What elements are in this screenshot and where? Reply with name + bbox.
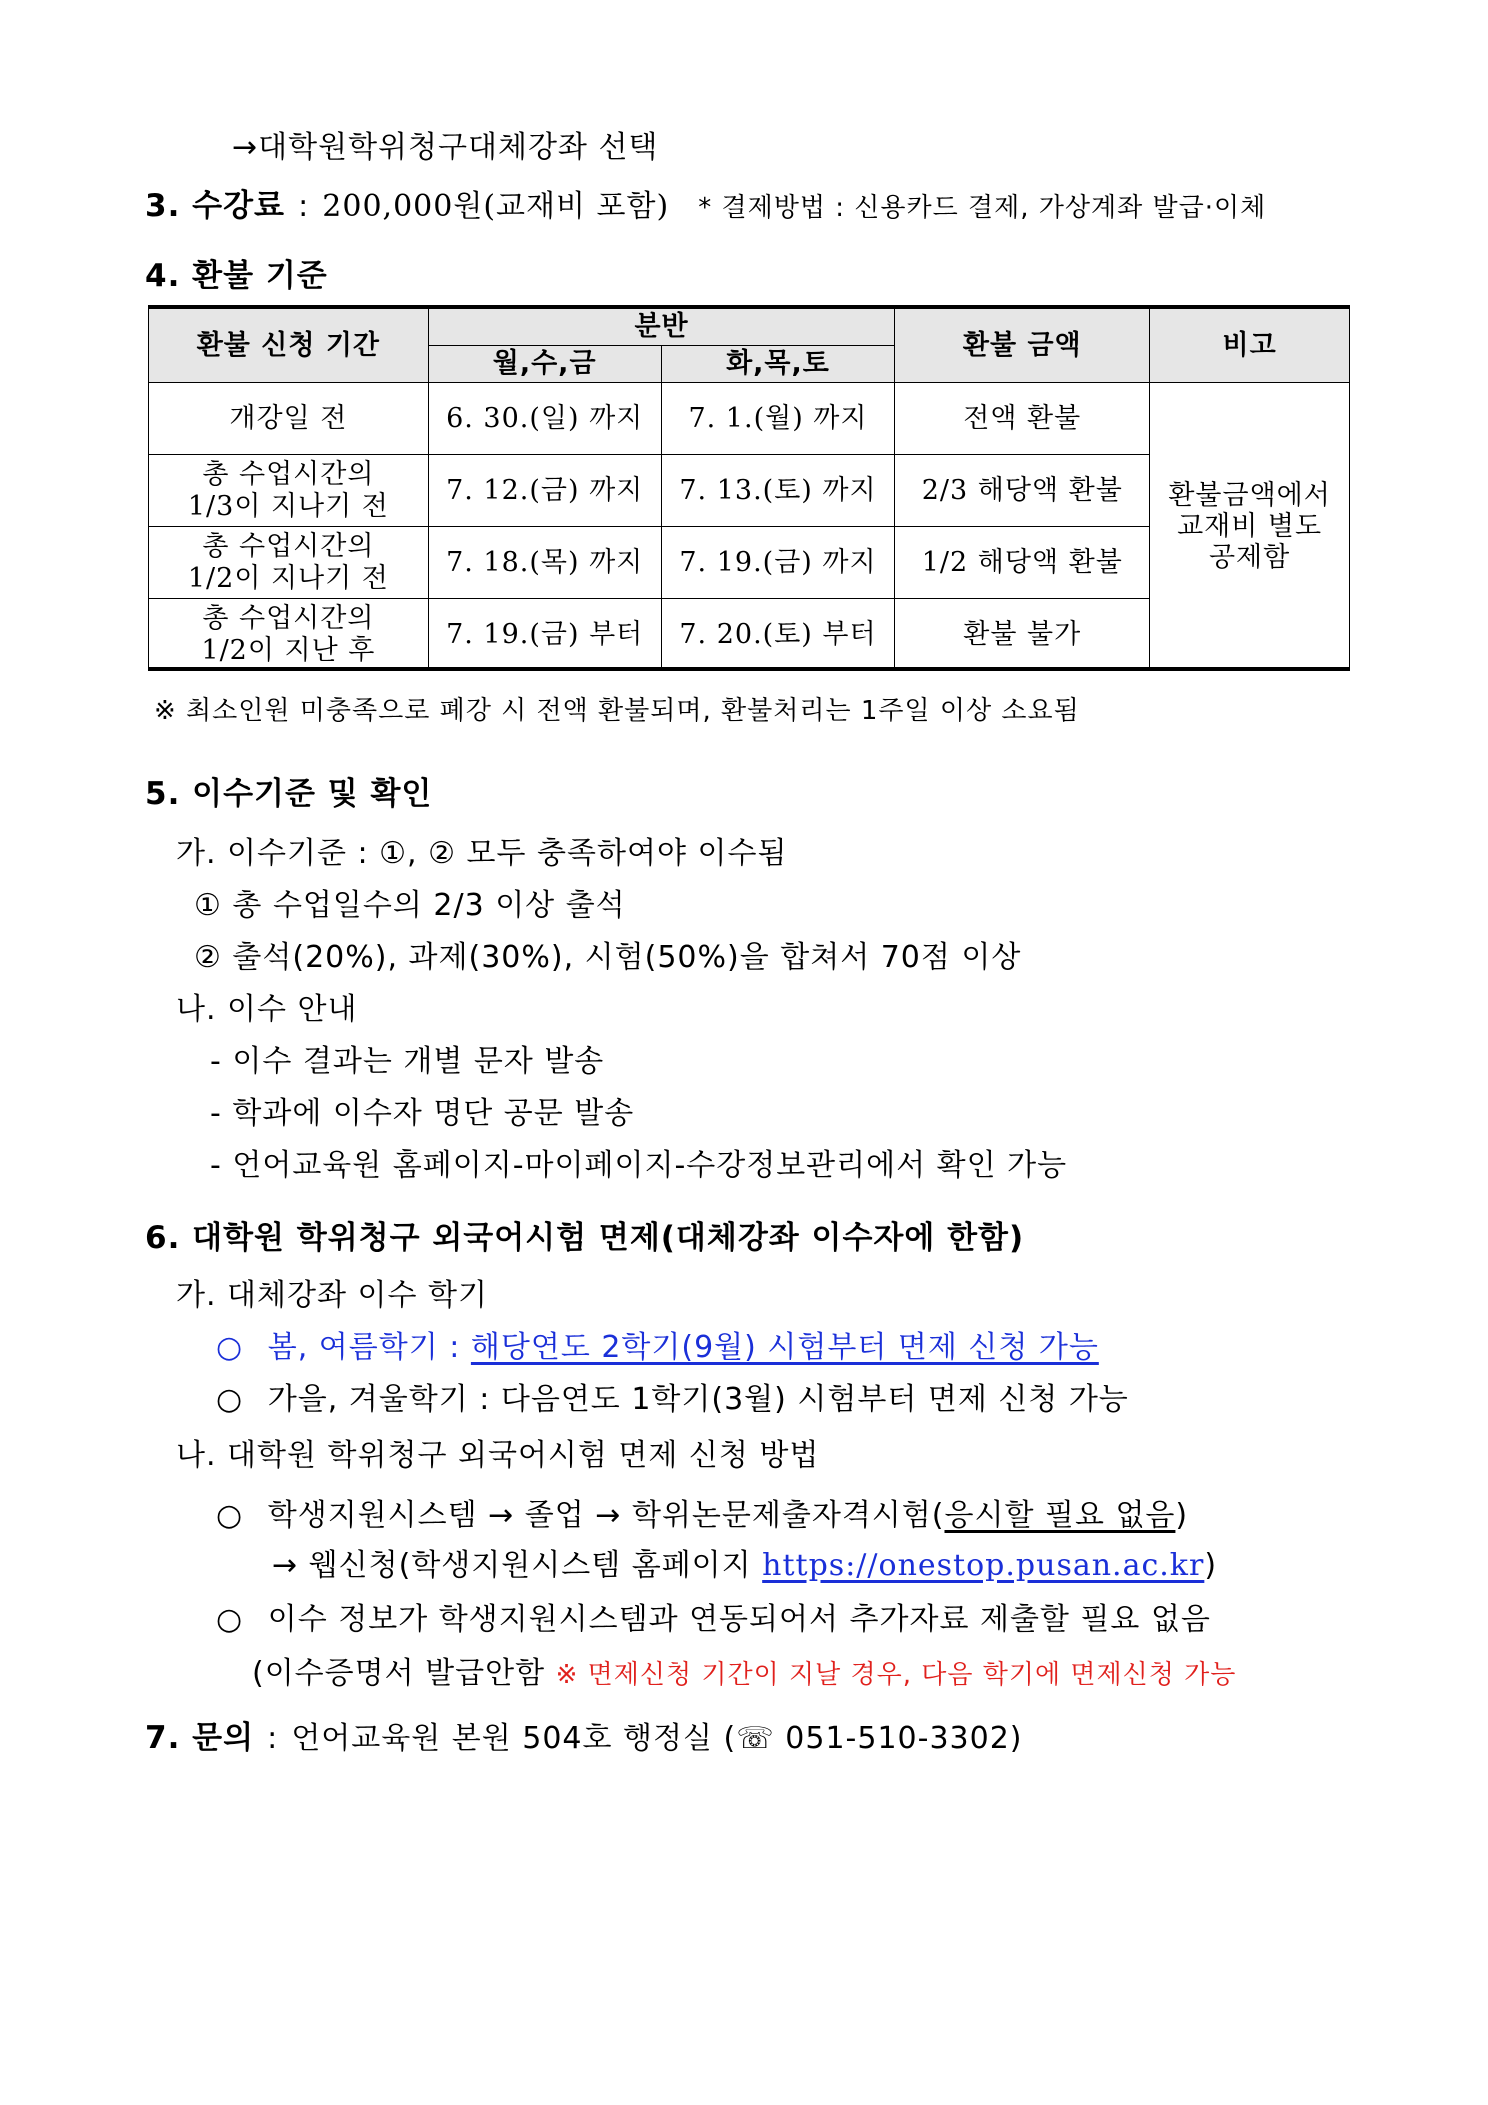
- bullet-icon: ○: [216, 1498, 244, 1533]
- mwf-cell: 6. 30.(일) 까지: [428, 383, 661, 455]
- bullet-icon: ○: [216, 1382, 244, 1417]
- section-4-title: 4. 환불 기준: [145, 258, 328, 294]
- method-line-2: [272, 1540, 1217, 1584]
- completion-criteria: 가. 이수기준 : ①, ② 모두 충족하여야 이수됨: [176, 836, 788, 871]
- header-mwf: 월,수,금: [428, 346, 661, 383]
- amount-cell: 1/2 해당액 환불: [895, 527, 1150, 599]
- refund-footnote: ※ 최소인원 미충족으로 폐강 시 전액 환불되며, 환불처리는 1주일 이상 소요됨: [154, 696, 1080, 726]
- period-cell: [149, 455, 429, 527]
- web-apply-text: → 웹신청(학생지원시스템 홈페이지: [272, 1548, 763, 1583]
- section-3-title: 3. 수강료: [145, 188, 285, 224]
- bullet-icon: ○: [216, 1602, 244, 1637]
- spring-summer-detail: 해당연도 2학기(9월) 시험부터 면제 신청 가능: [470, 1330, 1099, 1365]
- period-text: 총 수업시간의: [202, 531, 375, 563]
- criteria-1: ① 총 수업일수의 2/3 이상 출석: [194, 888, 626, 923]
- spring-summer-label: 봄, 여름학기 :: [267, 1330, 471, 1365]
- method-line-4: [252, 1648, 1236, 1692]
- spring-summer-line: [216, 1322, 1099, 1366]
- fall-winter-text: 가을, 겨울학기 : 다음연도 1학기(3월) 시험부터 면제 신청 가능: [267, 1382, 1129, 1417]
- mwf-cell: 7. 12.(금) 까지: [428, 455, 661, 527]
- tts-cell: 7. 1.(월) 까지: [661, 383, 895, 455]
- refund-table: [148, 308, 1350, 671]
- section-3: [145, 180, 1266, 225]
- tts-cell: 7. 19.(금) 까지: [661, 527, 895, 599]
- header-period: 환불 신청 기간: [149, 309, 429, 383]
- guide-item: - 학과에 이수자 명단 공문 발송: [210, 1096, 635, 1131]
- note-line-2: 교재비 별도: [1177, 510, 1323, 542]
- section-3-sep: :: [298, 189, 310, 224]
- section-6-title: 6. 대학원 학위청구 외국어시험 면제(대체강좌 이수자에 한함): [145, 1220, 1025, 1256]
- note-line-3: 공제함: [1208, 542, 1291, 574]
- tts-cell: 7. 13.(토) 까지: [661, 455, 895, 527]
- amount-cell: 2/3 해당액 환불: [895, 455, 1150, 527]
- selection-line: →대학원학위청구대체강좌 선택: [232, 130, 659, 165]
- contact-info: 언어교육원 본원 504호 행정실 (☏ 051-510-3302): [291, 1721, 1023, 1756]
- deadline-notice: ※ 면제신청 기간이 지날 경우, 다음 학기에 면제신청 가능: [555, 1660, 1237, 1690]
- tts-cell: 7. 20.(토) 부터: [661, 599, 895, 671]
- period-text: 총 수업시간의: [202, 603, 375, 635]
- note-line-1: 환불금액에서: [1168, 479, 1331, 511]
- substitute-term: 가. 대체강좌 이수 학기: [176, 1278, 488, 1313]
- method-path-end: ): [1175, 1498, 1189, 1533]
- header-amount: 환불 금액: [895, 309, 1150, 383]
- note-cell: [1150, 383, 1350, 671]
- section-7: [145, 1712, 1023, 1757]
- web-apply-end: ): [1204, 1548, 1218, 1583]
- period-text: 1/2이 지난 후: [201, 634, 376, 666]
- guide-item: - 언어교육원 홈페이지-마이페이지-수강정보관리에서 확인 가능: [210, 1148, 1068, 1183]
- header-class: 분반: [428, 309, 895, 346]
- period-text: 개강일 전: [229, 402, 348, 434]
- amount-cell: 전액 환불: [895, 383, 1150, 455]
- method-line-1: [216, 1490, 1188, 1534]
- table-row: [149, 383, 1350, 455]
- criteria-2: ② 출석(20%), 과제(30%), 시험(50%)을 합쳐서 70점 이상: [194, 940, 1022, 975]
- header-note: 비고: [1150, 309, 1350, 383]
- header-tts: 화,목,토: [661, 346, 895, 383]
- linked-info-text: 이수 정보가 학생지원시스템과 연동되어서 추가자료 제출할 필요 없음: [267, 1602, 1211, 1637]
- period-cell: [149, 383, 429, 455]
- period-cell: [149, 599, 429, 671]
- payment-method: * 결제방법 : 신용카드 결제, 가상계좌 발급·이체: [698, 193, 1267, 223]
- section-7-sep: :: [267, 1721, 279, 1756]
- method-path: 학생지원시스템 → 졸업 → 학위논문제출자격시험(: [267, 1498, 945, 1533]
- bullet-icon: ○: [216, 1330, 244, 1365]
- no-certificate-text: (이수증명서 발급안함: [252, 1656, 556, 1691]
- table-bottom-border: [148, 667, 1350, 670]
- period-cell: [149, 527, 429, 599]
- period-text: 1/2이 지나기 전: [187, 562, 389, 594]
- exemption-method: 나. 대학원 학위청구 외국어시험 면제 신청 방법: [176, 1438, 820, 1473]
- mwf-cell: 7. 18.(목) 까지: [428, 527, 661, 599]
- fall-winter-line: [216, 1374, 1129, 1418]
- amount-cell: 환불 불가: [895, 599, 1150, 671]
- section-5-title: 5. 이수기준 및 확인: [145, 776, 433, 812]
- mwf-cell: 7. 19.(금) 부터: [428, 599, 661, 671]
- no-exam-needed: 응시할 필요 없음: [944, 1498, 1176, 1533]
- guide-item: - 이수 결과는 개별 문자 발송: [210, 1044, 605, 1079]
- tuition-fee: 200,000원(교재비 포함): [322, 189, 670, 224]
- period-text: 총 수업시간의: [202, 459, 375, 491]
- section-7-title: 7. 문의: [145, 1720, 255, 1756]
- period-text: 1/3이 지나기 전: [187, 490, 389, 522]
- method-line-3: [216, 1594, 1211, 1638]
- completion-guide: 나. 이수 안내: [176, 992, 358, 1027]
- onestop-link[interactable]: https://onestop.pusan.ac.kr: [762, 1548, 1205, 1583]
